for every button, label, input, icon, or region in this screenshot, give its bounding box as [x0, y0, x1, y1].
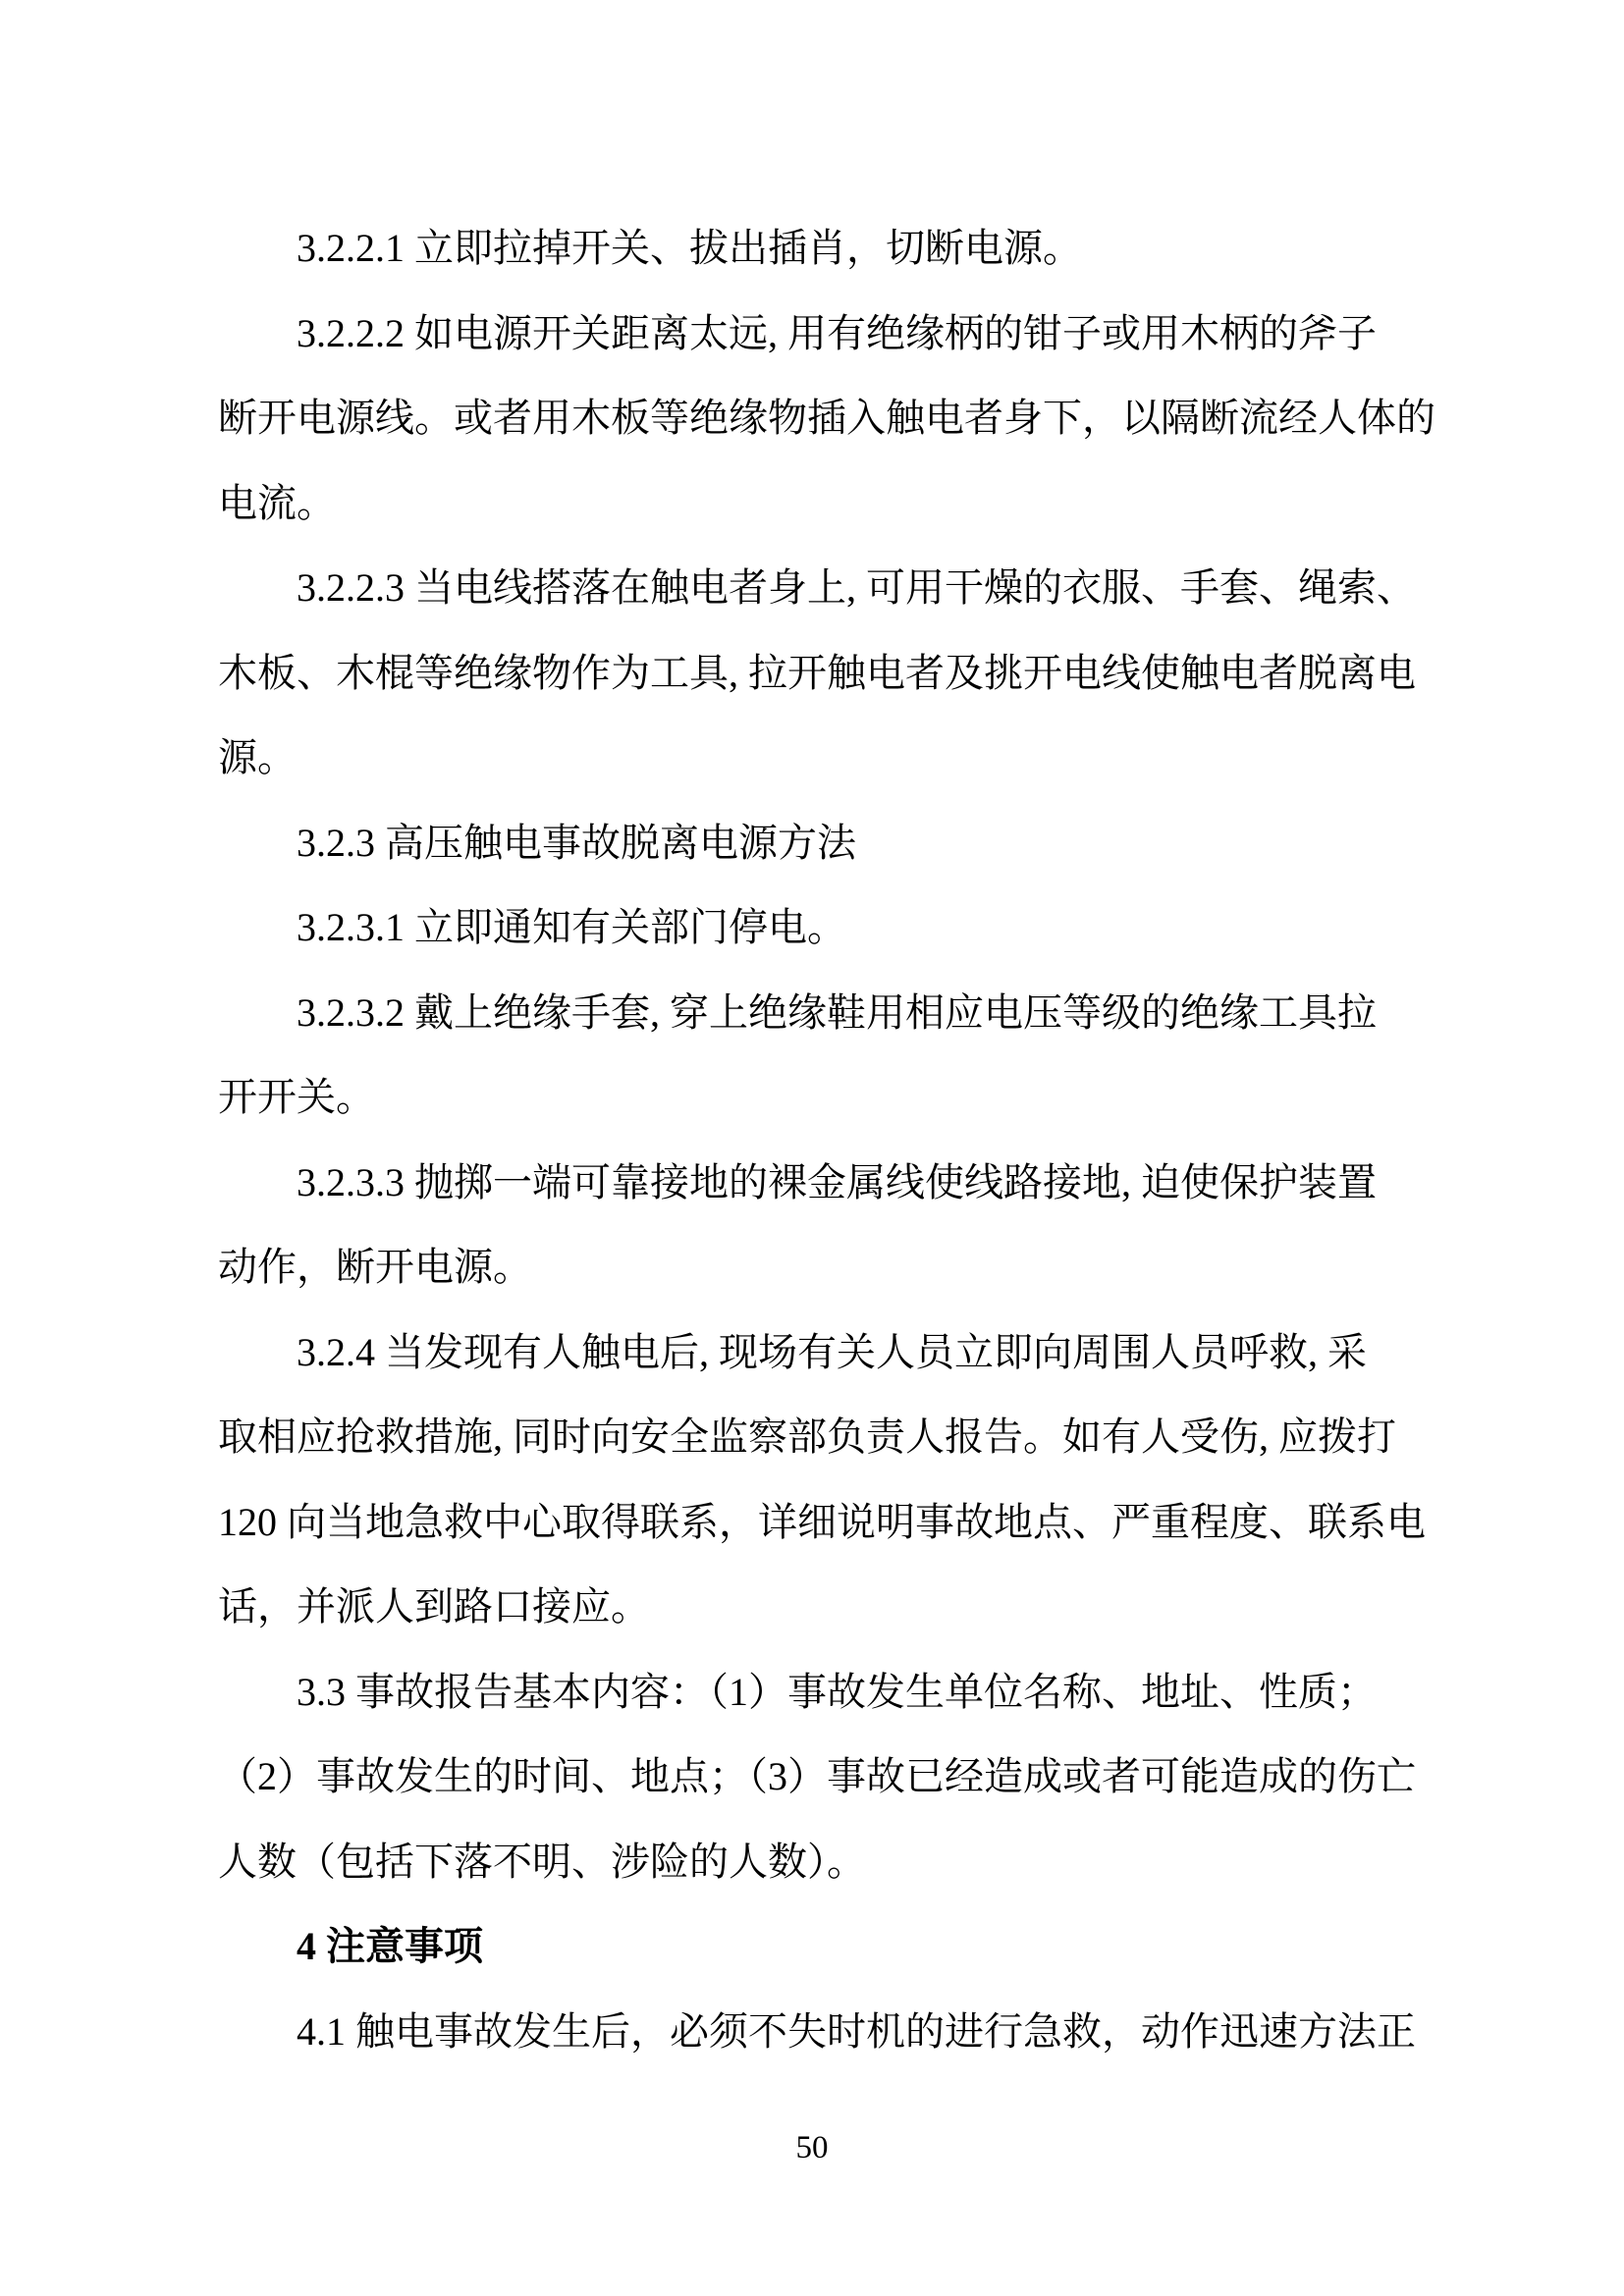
text-line: 120 向当地急救中心取得联系，详细说明事故地点、严重程度、联系电 [218, 1499, 1426, 1544]
text-line: 3.2.3.2 戴上绝缘手套, 穿上绝缘鞋用相应电压等级的绝缘工具拉 [297, 989, 1377, 1035]
text-line: 3.2.2.3 当电线搭落在触电者身上, 可用干燥的衣服、手套、绳索、 [297, 565, 1416, 610]
text-line: 开开关。 [218, 1075, 375, 1119]
text-line: 源。 [218, 735, 297, 779]
text-line: 4.1 触电事故发生后，必须不失时机的进行急救，动作迅速方法正 [297, 2008, 1416, 2054]
text-line: 3.2.2.1 立即拉掉开关、拔出插肖，切断电源。 [297, 226, 1082, 270]
text-line: 动作，断开电源。 [218, 1245, 532, 1289]
text-line: 话，并派人到路口接应。 [218, 1584, 650, 1629]
text-line: 木板、木棍等绝缘物作为工具, 拉开触电者及挑开电线使触电者脱离电 [218, 650, 1416, 695]
document-body [218, 206, 1435, 2074]
text-line: 4 注意事项 [297, 1924, 483, 1968]
text-line: 3.2.4 当发现有人触电后, 现场有关人员立即向周围人员呼救, 采 [297, 1329, 1367, 1374]
text-line: 3.3 事故报告基本内容：（1）事故发生单位名称、地址、性质； [297, 1669, 1377, 1714]
text-line: 人数（包括下落不明、涉险的人数）。 [218, 1839, 866, 1884]
text-line: 3.2.2.2 如电源开关距离太远, 用有绝缘柄的钳子或用木柄的斧子 [297, 310, 1377, 355]
page-number: 50 [795, 2130, 829, 2165]
text-line: 3.2.3 高压触电事故脱离电源方法 [297, 820, 856, 865]
text-line: 电流。 [218, 480, 336, 525]
text-line: （2）事故发生的时间、地点；（3）事故已经造成或者可能造成的伤亡 [218, 1754, 1416, 1798]
text-line: 3.2.3.3 抛掷一端可靠接地的裸金属线使线路接地, 迫使保护装置 [297, 1159, 1377, 1204]
text-line: 断开电源线。或者用木板等绝缘物插入触电者身下，以隔断流经人体的 [218, 396, 1435, 440]
text-line: 取相应抢救措施, 同时向安全监察部负责人报告。如有人受伤, 应拨打 [218, 1415, 1396, 1459]
text-line: 3.2.3.1 立即通知有关部门停电。 [297, 905, 846, 949]
